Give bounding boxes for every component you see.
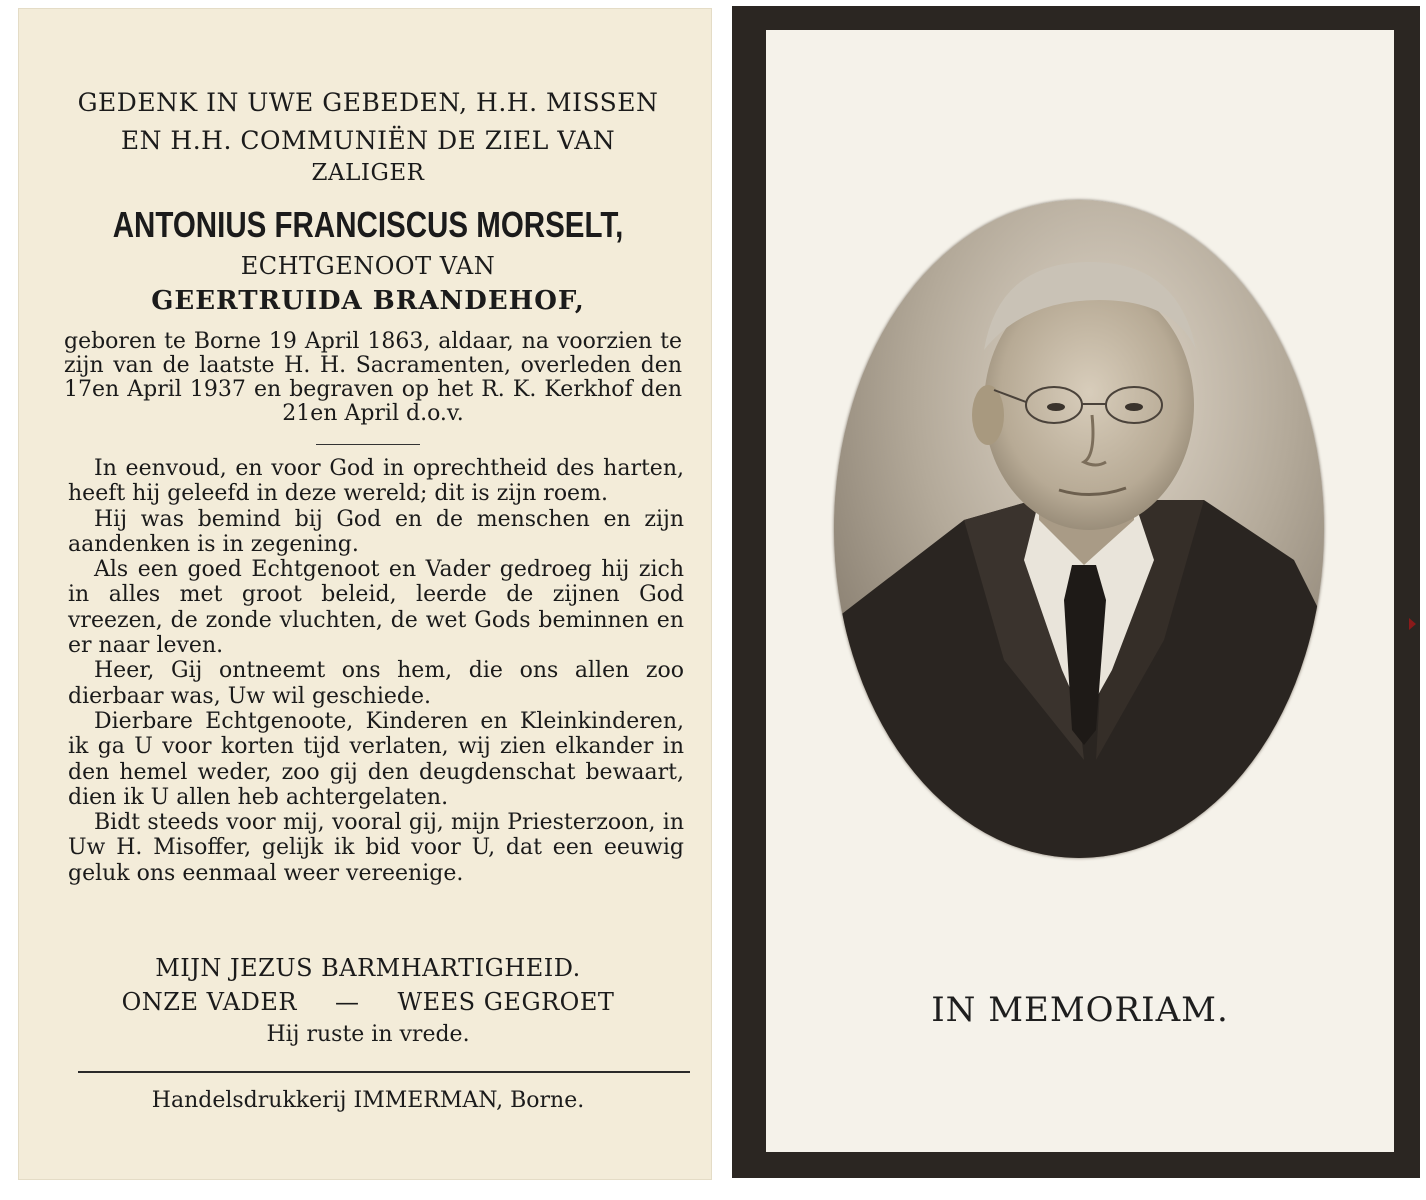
closing-invocation: MIJN JEZUS BARMHARTIGHEID. (155, 954, 581, 982)
paragraph: Bidt steeds voor mij, vooral gij, mijn Priesterzoon, in Uw H. Misoffer, gelijk ik bid voor U, dat een eeuwig geluk ons eenmaal weer vereenige. (68, 810, 684, 886)
short-divider (316, 444, 420, 445)
deceased-name: ANTONIUS FRANCISCUS MORSELT, (112, 204, 624, 245)
in-memoriam-title: IN MEMORIAM. (931, 990, 1229, 1030)
paragraph: Als een goed Echtgenoot en Vader gedroeg hij zich in alles met groot beleid, leerde de zijnen God vreezen, de zonde vluchten, de wet Gods beminnen en er naar leven. (68, 557, 684, 659)
heading-line-3: ZALIGER (311, 160, 425, 186)
closing-prayers (48, 988, 688, 1016)
paragraph: In eenvoud, en voor God in oprechtheid des harten, heeft hij geleefd in deze wereld; dit is zijn roem. (68, 456, 684, 507)
printer-credit: Handelsdrukkerij IMMERMAN, Borne. (151, 1088, 585, 1113)
heading-line-2: EN H.H. COMMUNIËN DE ZIEL VAN (120, 126, 616, 155)
prayer-dash: — (334, 988, 360, 1016)
prayer-hail-mary: WEES GEGROET (397, 988, 615, 1016)
prayer-card-text-side (18, 8, 712, 1180)
footer-divider (78, 1071, 690, 1073)
spouse-prefix: ECHTGENOOT VAN (240, 252, 496, 280)
spouse-name: GEERTRUIDA BRANDEHOF, (151, 286, 585, 316)
memorial-body (68, 456, 684, 886)
biography-text: geboren te Borne 19 April 1863, aldaar, na voorzien te zijn van de laatste H. H. Sacramenten, overleden den 17en April 1937 en begraven op het R. K. Kerkhof den 21en April d.o.v. (64, 329, 682, 426)
paragraph: Dierbare Echtgenoote, Kinderen en Kleinkinderen, ik ga U voor korten tijd verlaten, wij zien elkander in den hemel weder, zoo gij den deugdenschat bewaart, dien ik U allen heb achtergelaten. (68, 708, 684, 810)
prayer-card-photo-side (732, 6, 1420, 1178)
heading-line-1: GEDENK IN UWE GEBEDEN, H.H. MISSEN (77, 88, 659, 117)
edge-mark-icon (1409, 618, 1416, 630)
card-inner-panel (766, 30, 1394, 1152)
rest-in-peace: Hij ruste in vrede. (266, 1022, 470, 1047)
portrait-illustration (834, 200, 1324, 858)
paragraph: Hij was bemind bij God en de menschen en zijn aandenken is in zegening. (68, 506, 684, 557)
prayer-our-father: ONZE VADER (121, 988, 297, 1016)
paragraph: Heer, Gij ontneemt ons hem, die ons allen zoo dierbaar was, Uw wil geschiede. (68, 658, 684, 709)
portrait-photo (834, 200, 1324, 858)
